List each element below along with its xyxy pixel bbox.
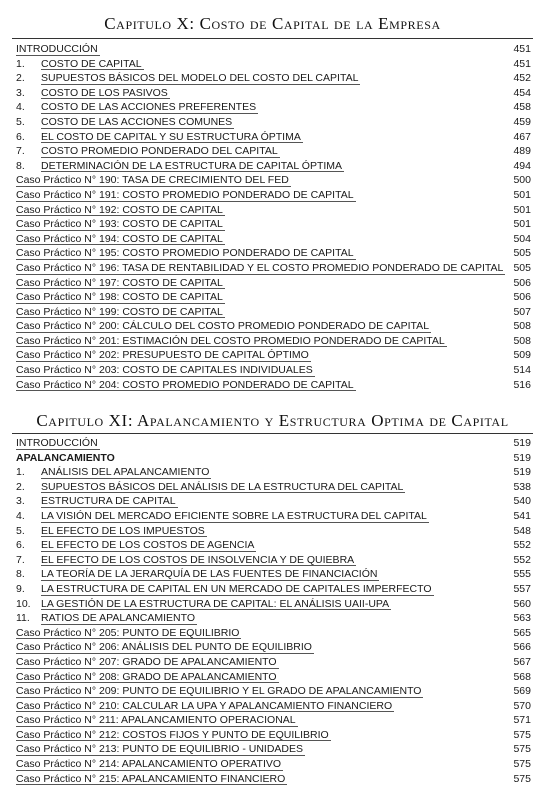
toc-entry-page: 557 [513,582,531,595]
toc-entry [16,173,531,188]
toc-entry [16,203,531,218]
chapter-10-title: Capitulo X: Costo de Capital de la Empresa [104,14,441,33]
toc-entry-page: 568 [513,670,531,683]
toc-entry-title: Caso Práctico N° 201: ESTIMACIÓN DEL COSTO PROMEDIO PONDERADO DE CAPITAL [16,334,445,347]
toc-entry-title: SUPUESTOS BÁSICOS DEL ANÁLISIS DE LA ESTRUCTURA DEL CAPITAL [41,480,404,493]
toc-entry [16,757,531,772]
toc-entry-title: Caso Práctico N° 205: PUNTO DE EQUILIBRIO [16,626,240,639]
toc-entry-title: ANÁLISIS DEL APALANCAMIENTO [41,466,210,479]
toc-entry-number: 5. [16,524,25,537]
toc-entry-title: Caso Práctico N° 208: GRADO DE APALANCAMIENTO [16,670,277,683]
toc-entry-page: 519 [513,451,531,464]
toc-entry-page: 519 [513,437,531,449]
toc-entry-title: EL COSTO DE CAPITAL Y SU ESTRUCTURA ÓPTIMA [41,130,301,143]
toc-entry-page: 555 [513,568,531,581]
toc-entry-title: Caso Práctico N° 211: APALANCAMIENTO OPERACIONAL [16,714,296,727]
toc-entry-title: Caso Práctico N° 197: COSTO DE CAPITAL [16,276,223,289]
toc-entry-page: 560 [513,597,531,610]
toc-entry-title: Caso Práctico N° 215: APALANCAMIENTO FINANCIERO [16,772,286,785]
toc-entry [16,480,531,495]
toc-entry [16,100,531,115]
toc-entry [16,640,531,655]
toc-entry [16,567,531,582]
toc-entry-number: 8. [16,159,25,172]
toc-entry [16,524,531,539]
toc-entry-number: 2. [16,72,25,85]
toc-entry-number: 7. [16,145,25,158]
toc-entry-title: COSTO DE CAPITAL [41,57,142,70]
toc-entry-title: Caso Práctico N° 203: COSTO DE CAPITALES INDIVIDUALES [16,364,313,377]
toc-entry [16,728,531,743]
toc-entry-page: 566 [513,641,531,654]
toc-entry-title: Caso Práctico N° 213: PUNTO DE EQUILIBRIO - UNIDADES [16,743,303,756]
toc-entry-page: 514 [513,364,531,377]
toc-entry-page: 506 [513,291,531,304]
toc-entry-page: 575 [513,772,531,785]
toc-entry [16,42,531,57]
toc-entry-title: Caso Práctico N° 192: COSTO DE CAPITAL [16,203,223,216]
toc-entry-title: EL EFECTO DE LOS IMPUESTOS [41,524,205,537]
toc-entry-title: APALANCAMIENTO [16,451,115,464]
toc-entry-page: 507 [513,305,531,318]
toc-entry-number: 11. [16,612,30,625]
toc-entry-title: RATIOS DE APALANCAMIENTO [41,612,196,625]
toc-entry [16,57,531,72]
toc-entry-number: 4. [16,101,25,114]
toc-entry-title: ESTRUCTURA DE CAPITAL [41,495,176,508]
toc-entry-page: 565 [513,626,531,639]
toc-entry-page: 519 [513,466,531,479]
toc-entry-title: Caso Práctico N° 191: COSTO PROMEDIO PONDERADO DE CAPITAL [16,188,354,201]
toc-entry [16,319,531,334]
toc-entry-title: Caso Práctico N° 198: COSTO DE CAPITAL [16,291,223,304]
toc-entry-title: Caso Práctico N° 214: APALANCAMIENTO OPERATIVO [16,758,282,771]
toc-entry-title: Caso Práctico N° 209: PUNTO DE EQUILIBRIO Y EL GRADO DE APALANCAMIENTO [16,685,422,698]
toc-entry [16,465,531,480]
toc-entry-title: LA ESTRUCTURA DE CAPITAL EN UN MERCADO DE CAPITALES IMPERFECTO [41,582,432,595]
toc-entry-page: 451 [513,43,531,55]
toc-entry [16,494,531,509]
toc-entry [16,699,531,714]
toc-entry [16,115,531,130]
toc-entry-title: INTRODUCCIÓN [16,437,98,449]
toc-entry [16,538,531,553]
toc-entry-page: 538 [513,480,531,493]
toc-entry [16,348,531,363]
toc-entry-page: 508 [513,320,531,333]
toc-entry [16,290,531,305]
toc-entry-page: 552 [513,553,531,566]
toc-entry-page: 570 [513,699,531,712]
toc-entry-number: 8. [16,568,25,581]
toc-entry [16,509,531,524]
chapter-10-rule [12,38,533,39]
toc-entry-page: 459 [513,115,531,128]
toc-entry-number: 3. [16,495,25,508]
toc-entry [16,684,531,699]
toc-entry-page: 451 [513,57,531,70]
toc-entry [16,71,531,86]
toc-entry [16,159,531,174]
toc-entry-number: 2. [16,480,25,493]
toc-entry-title: Caso Práctico N° 210: CALCULAR LA UPA Y APALANCAMIENTO FINANCIERO [16,699,393,712]
toc-entry-page: 504 [513,232,531,245]
toc-entry [16,582,531,597]
toc-entry-title: COSTO PROMEDIO PONDERADO DEL CAPITAL [41,145,278,158]
toc-entry-page: 563 [513,612,531,625]
toc-entry-page: 489 [513,145,531,158]
toc-entry [16,655,531,670]
toc-entry [16,451,531,466]
toc-entry [16,597,531,612]
toc-entry-number: 6. [16,130,25,143]
toc-entry-page: 501 [513,188,531,201]
toc-entry [16,742,531,757]
toc-entry-title: LA VISIÓN DEL MERCADO EFICIENTE SOBRE LA ESTRUCTURA DEL CAPITAL [41,509,427,522]
toc-entry-page: 509 [513,349,531,362]
toc-entry-page: 575 [513,758,531,771]
toc-entry-number: 6. [16,539,25,552]
toc-entry [16,232,531,247]
chapter-10-entries [16,42,531,392]
toc-entry [16,772,531,787]
toc-entry-title: COSTO DE LOS PASIVOS [41,86,168,99]
toc-entry [16,670,531,685]
toc-entry-page: 458 [513,101,531,114]
toc-entry-page: 571 [513,714,531,727]
toc-entry-page: 452 [513,72,531,85]
toc-entry-title: INTRODUCCIÓN [16,43,98,55]
toc-entry-page: 548 [513,524,531,537]
toc-entry [16,363,531,378]
toc-entry-number: 1. [16,57,25,70]
toc-entry [16,626,531,641]
toc-entry-page: 494 [513,159,531,172]
toc-entry-number: 9. [16,582,25,595]
toc-entry-title: SUPUESTOS BÁSICOS DEL MODELO DEL COSTO DEL CAPITAL [41,72,359,85]
toc-entry-page: 454 [513,86,531,99]
toc-entry [16,261,531,276]
toc-entry-page: 500 [513,174,531,187]
toc-entry-title: Caso Práctico N° 196: TASA DE RENTABILIDAD Y EL COSTO PROMEDIO PONDERADO DE CAPITAL [16,261,504,274]
toc-entry-page: 569 [513,685,531,698]
toc-entry-title: Caso Práctico N° 193: COSTO DE CAPITAL [16,218,223,231]
toc-entry-page: 501 [513,203,531,216]
toc-entry [16,86,531,101]
chapter-11-rule [12,433,533,434]
toc-entry [16,305,531,320]
toc-entry [16,276,531,291]
toc-entry-number: 4. [16,509,25,522]
toc-entry [16,436,531,451]
toc-entry-title: LA TEORÍA DE LA JERARQUÍA DE LAS FUENTES DE FINANCIACIÓN [41,568,378,581]
toc-entry-title: Caso Práctico N° 212: COSTOS FIJOS Y PUNTO DE EQUILIBRIO [16,728,329,741]
toc-entry-page: 467 [513,130,531,143]
toc-entry [16,553,531,568]
toc-entry [16,713,531,728]
toc-entry-title: Caso Práctico N° 206: ANÁLISIS DEL PUNTO DE EQUILIBRIO [16,641,312,654]
toc-entry [16,378,531,393]
toc-entry-page: 567 [513,655,531,668]
toc-entry-page: 505 [513,247,531,260]
toc-entry-number: 1. [16,466,25,479]
toc-entry [16,188,531,203]
toc-entry-title: Caso Práctico N° 207: GRADO DE APALANCAMIENTO [16,655,277,668]
toc-entry-title: COSTO DE LAS ACCIONES PREFERENTES [41,101,257,114]
toc-entry-title: Caso Práctico N° 204: COSTO PROMEDIO PONDERADO DE CAPITAL [16,378,354,391]
toc-entry-title: Caso Práctico N° 202: PRESUPUESTO DE CAPITAL ÓPTIMO [16,349,309,362]
toc-entry-number: 7. [16,553,25,566]
toc-entry-page: 506 [513,276,531,289]
toc-entry [16,246,531,261]
toc-entry-title: Caso Práctico N° 195: COSTO PROMEDIO PONDERADO DE CAPITAL [16,247,354,260]
toc-entry-title: EL EFECTO DE LOS COSTOS DE INSOLVENCIA Y DE QUIEBRA [41,553,355,566]
chapter-11-entries [16,436,531,786]
toc-entry-title: Caso Práctico N° 200: CÁLCULO DEL COSTO PROMEDIO PONDERADO DE CAPITAL [16,320,430,333]
toc-entry-page: 552 [513,539,531,552]
toc-entry-page: 516 [513,378,531,391]
toc-entry-number: 5. [16,115,25,128]
toc-entry-title: Caso Práctico N° 194: COSTO DE CAPITAL [16,232,223,245]
toc-entry-page: 505 [513,261,531,274]
toc-entry-title: DETERMINACIÓN DE LA ESTRUCTURA DE CAPITAL ÓPTIMA [41,159,343,172]
toc-entry-number: 3. [16,86,25,99]
toc-entry-page: 575 [513,728,531,741]
toc-entry-title: Caso Práctico N° 190: TASA DE CRECIMIENTO DEL FED [16,174,289,187]
toc-entry-page: 541 [513,509,531,522]
toc-entry-title: COSTO DE LAS ACCIONES COMUNES [41,115,233,128]
toc-entry-page: 540 [513,495,531,508]
toc-entry-page: 508 [513,334,531,347]
toc-entry-title: EL EFECTO DE LOS COSTOS DE AGENCIA [41,539,255,552]
toc-entry [16,144,531,159]
toc-entry [16,611,531,626]
toc-entry-page: 575 [513,743,531,756]
toc-entry [16,334,531,349]
toc-entry-title: LA GESTIÓN DE LA ESTRUCTURA DE CAPITAL: EL ANÁLISIS UAII-UPA [41,597,390,610]
chapter-11-title: Capitulo XI: Apalancamiento y Estructura Optima de Capital [36,411,509,430]
toc-entry [16,217,531,232]
toc-entry-number: 10. [16,597,31,610]
toc-entry [16,130,531,145]
toc-entry-page: 501 [513,218,531,231]
toc-entry-title: Caso Práctico N° 199: COSTO DE CAPITAL [16,305,223,318]
